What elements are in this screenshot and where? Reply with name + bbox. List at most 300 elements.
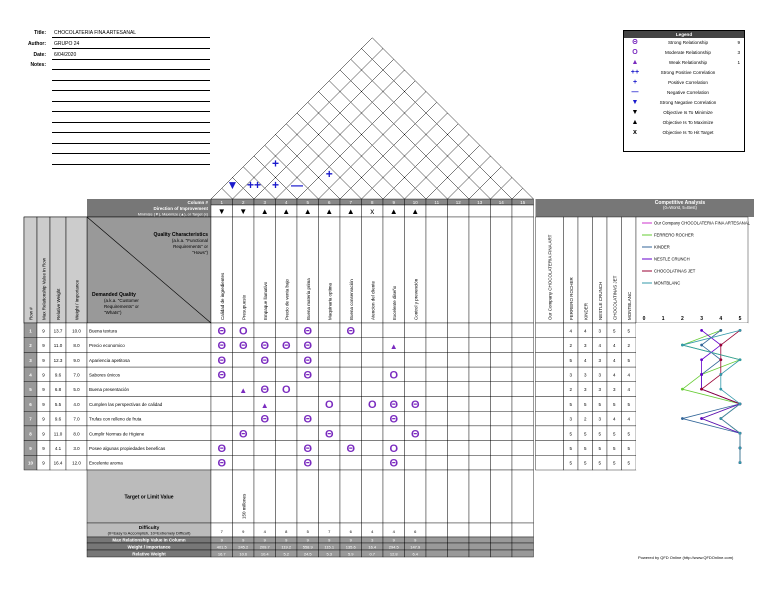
series-point (719, 373, 722, 376)
bottom-value: 558.9 (302, 544, 313, 550)
matrix-cell (448, 382, 470, 397)
column-number: 8 (370, 200, 374, 205)
row-value: 9 (42, 387, 45, 393)
competitor-value: 5 (598, 460, 602, 466)
bottom-value: 9 (306, 537, 309, 543)
competitor-value: 5 (612, 445, 616, 451)
matrix-cell (319, 411, 341, 426)
matrix-cell (211, 397, 233, 412)
direction-mark: ▲ (411, 207, 420, 216)
target-cell (448, 470, 470, 523)
column-header: Presupuesto (241, 294, 247, 320)
matrix-cell (340, 411, 362, 426)
relationship-mark: O (238, 325, 248, 338)
direction-cell (469, 205, 491, 217)
competitor-legend-label: NESTLE CRUNCH (654, 256, 690, 262)
matrix-cell (448, 397, 470, 412)
matrix-cell (276, 441, 298, 456)
roof-line (308, 102, 405, 199)
competitor-header: CHOCOLATINAS JET (612, 275, 618, 320)
matrix-cell (448, 323, 470, 338)
bottom-value: 245.2 (238, 544, 249, 550)
roof-line (329, 81, 447, 199)
bottom-value: 7 (220, 529, 223, 534)
series-point (719, 358, 722, 361)
column-header: Precio de venta bajo (284, 278, 290, 320)
competitor-header: FERRERO ROCHER (568, 277, 574, 320)
competitor-value: 5 (612, 460, 616, 466)
bottom-cell (512, 543, 534, 550)
competitive-title: Competitive Analysis (654, 200, 706, 206)
roof-line (351, 59, 491, 199)
legend-symbol: ▼ (631, 109, 639, 116)
matrix-cell (233, 397, 255, 412)
bottom-cell (448, 537, 470, 543)
column-header: Excelente diseño (391, 285, 397, 320)
roof-correlation-mark: ▼ (226, 177, 239, 192)
column-number: 3 (263, 200, 267, 205)
matrix-cell (512, 441, 534, 456)
matrix-cell (233, 441, 255, 456)
target-cell (297, 470, 319, 523)
bottom-cell (491, 543, 513, 550)
bottom-cell (426, 543, 448, 550)
bottom-value: 9 (349, 537, 352, 543)
competitor-value: 5 (583, 460, 587, 466)
target-cell (405, 470, 427, 523)
target-cell (491, 470, 513, 523)
legend-value: 1 (737, 60, 740, 65)
row-value: 6 (29, 401, 32, 407)
matrix-cell (426, 367, 448, 382)
column-header: Buena materia prima (305, 278, 311, 320)
series-point (700, 417, 703, 420)
relationship-mark: Θ (217, 325, 227, 338)
competitor-header: NESTLE CRUNCH (597, 281, 603, 320)
competitor-cell (536, 441, 564, 456)
competitor-value: 5 (627, 445, 631, 451)
bottom-value: 8 (285, 529, 288, 534)
row-value: 16.4 (53, 460, 63, 466)
matrix-cell (448, 441, 470, 456)
roof-line (469, 167, 501, 199)
axis-tick: 1 (661, 316, 665, 322)
relationship-mark: Θ (410, 428, 420, 441)
competitor-cell (536, 455, 564, 470)
target-cell (426, 470, 448, 523)
qc-sub: "Hows") (192, 250, 208, 255)
demanded-quality: Posee algunas propiedades beneficas (89, 445, 166, 451)
competitor-cell (536, 323, 564, 338)
relationship-mark: Θ (217, 457, 227, 470)
row-value: 7 (29, 416, 32, 422)
target-cell (211, 470, 233, 523)
dq-sub: (a.k.a. "Customer (104, 298, 139, 303)
legend-symbol: O (632, 49, 638, 56)
target-value: 150 millones (241, 493, 247, 519)
matrix-cell (405, 382, 427, 397)
relationship-mark: Θ (389, 398, 399, 411)
bottom-value: 12.8 (389, 551, 398, 557)
matrix-cell (469, 323, 491, 338)
row-value: 9 (42, 460, 45, 466)
matrix-cell (362, 441, 384, 456)
relationship-mark: O (281, 384, 291, 397)
competitor-value: 2 (583, 416, 587, 422)
column-header: Maquinaria optima (327, 282, 333, 320)
demanded-quality: Excelente aroma (89, 460, 123, 466)
matrix-cell (211, 382, 233, 397)
competitor-cell (536, 352, 564, 367)
competitor-value: 5 (627, 401, 631, 407)
roof-line (512, 188, 523, 199)
matrix-cell (491, 382, 513, 397)
relationship-mark: Θ (281, 340, 291, 353)
bottom-label: Max Relationship Value in Column (112, 537, 186, 543)
column-number: 7 (349, 200, 353, 205)
relationship-mark: Θ (260, 340, 270, 353)
direction-mark: ▲ (260, 207, 269, 216)
legend-label: Negative Correlation (667, 90, 709, 95)
bottom-value: 4 (263, 529, 266, 534)
legend-value: 9 (737, 40, 740, 45)
row-value: 9 (42, 343, 45, 349)
matrix-cell (383, 426, 405, 441)
roof-line (211, 38, 372, 199)
competitor-cell (536, 338, 564, 353)
matrix-cell (276, 411, 298, 426)
direction-mark: ▼ (217, 207, 226, 216)
matrix-cell (276, 397, 298, 412)
demanded-quality: Trufas con relleno de fruta (89, 416, 142, 422)
relationship-mark: Θ (217, 442, 227, 455)
row-value: 8 (29, 431, 32, 437)
target-cell (362, 470, 384, 523)
row-value: 8.0 (73, 343, 80, 349)
matrix-cell (405, 411, 427, 426)
dq-title: Demanded Quality (92, 292, 136, 298)
bottom-cell (469, 523, 491, 537)
roof-correlation-mark: — (291, 177, 303, 192)
direction-mark: ▲ (346, 207, 355, 216)
competitor-value: 5 (583, 445, 587, 451)
matrix-cell (469, 455, 491, 470)
matrix-cell (512, 338, 534, 353)
bottom-cell (491, 550, 513, 557)
matrix-cell (383, 323, 405, 338)
row-value: 5.0 (73, 387, 80, 393)
row-value: 9 (42, 357, 45, 363)
competitor-value: 3 (598, 387, 602, 393)
matrix-cell (254, 441, 276, 456)
row-header-cell (24, 217, 37, 323)
direction-mark: x (370, 207, 375, 216)
column-header: Buena conservación (348, 279, 354, 320)
bottom-value: 9 (242, 529, 245, 534)
matrix-cell (426, 397, 448, 412)
matrix-cell (448, 352, 470, 367)
legend-label: Objective Is To Maximize (662, 120, 714, 125)
matrix-cell (319, 323, 341, 338)
series-point (700, 329, 703, 332)
competitor-value: 3 (612, 387, 616, 393)
bottom-value: 6 (349, 529, 352, 534)
matrix-cell (491, 338, 513, 353)
row-value: 3.0 (73, 445, 80, 451)
matrix-cell (491, 367, 513, 382)
matrix-cell (211, 411, 233, 426)
relationship-mark: Θ (303, 354, 313, 367)
matrix-cell (362, 367, 384, 382)
date-label: Date: (33, 52, 46, 58)
matrix-cell (362, 382, 384, 397)
demanded-quality: Buena textura (89, 328, 118, 334)
column-header: Calidad de ingredientes (219, 272, 225, 320)
row-value: 9.6 (54, 372, 62, 378)
matrix-cell (340, 426, 362, 441)
target-cell (512, 470, 534, 523)
relationship-mark: O (389, 369, 399, 382)
roof-line (297, 81, 415, 199)
row-value: 1 (29, 328, 32, 334)
dq-sub: "Whats") (104, 310, 122, 315)
competitor-cell (536, 397, 564, 412)
relationship-mark: Θ (217, 340, 227, 353)
relationship-mark: Θ (217, 354, 227, 367)
competitor-value: 3 (583, 343, 587, 349)
matrix-cell (319, 382, 341, 397)
qc-sub: Requirements" or (173, 244, 208, 249)
series-point (681, 388, 684, 391)
chart-plot-bg (636, 323, 748, 470)
column-header-cell (469, 217, 491, 323)
competitor-legend-label: MONTBLANC (654, 280, 681, 286)
row-header: Relative Weight (56, 288, 61, 320)
competitor-value: 3 (569, 372, 573, 378)
matrix-cell (405, 352, 427, 367)
series-point (719, 388, 722, 391)
row-value: 9.6 (54, 416, 62, 422)
bottom-value: 6.4 (412, 551, 419, 557)
competitor-value: 5 (627, 431, 631, 437)
legend-symbol: x (633, 129, 637, 136)
relationship-mark: Θ (260, 413, 270, 426)
bottom-cell (491, 537, 513, 543)
relationship-mark: Θ (303, 325, 313, 338)
matrix-cell (405, 441, 427, 456)
competitor-value: 5 (583, 431, 587, 437)
competitor-value: 4 (598, 343, 602, 349)
bottom-value: 9 (328, 537, 331, 543)
row-value: 3 (29, 357, 32, 363)
competitor-header: KINDER (583, 302, 589, 320)
bottom-value: 5.3 (326, 551, 333, 557)
row-value: 10 (27, 460, 34, 466)
bottom-cell (448, 550, 470, 557)
relationship-mark: Θ (303, 369, 313, 382)
row-value: 4 (29, 372, 32, 378)
row-value: 11.0 (53, 431, 63, 437)
roof-correlation-mark: + (271, 177, 280, 192)
direction-mark: ▲ (389, 207, 398, 216)
bottom-label: Relative Weight (132, 551, 166, 557)
axis-tick: 2 (681, 316, 684, 322)
competitor-value: 2 (569, 343, 573, 349)
matrix-cell (211, 426, 233, 441)
axis-tick: 4 (719, 316, 723, 322)
series-point (700, 373, 703, 376)
competitor-value: 2 (569, 387, 573, 393)
matrix-cell (448, 367, 470, 382)
competitor-value: 5 (627, 328, 631, 334)
competitor-value: 4 (612, 416, 616, 422)
competitor-value: 4 (627, 387, 631, 393)
matrix-cell (319, 338, 341, 353)
competitor-value: 5 (598, 445, 602, 451)
target-cell (254, 470, 276, 523)
competitor-value: 5 (569, 460, 573, 466)
relationship-mark: Θ (346, 442, 356, 455)
matrix-cell (254, 323, 276, 338)
column-header-cell (448, 217, 470, 323)
competitor-value: 4 (627, 372, 631, 378)
competitor-value: 5 (569, 445, 573, 451)
bottom-cell (512, 523, 534, 537)
matrix-cell (448, 455, 470, 470)
matrix-cell (491, 397, 513, 412)
bottom-value: 119.2 (281, 544, 292, 550)
matrix-cell (276, 323, 298, 338)
target-cell (469, 470, 491, 523)
qc-title: Quality Characteristics (153, 232, 208, 238)
series-point (681, 344, 684, 347)
bottom-value: 4 (392, 529, 395, 534)
column-header: Control y prevención (413, 278, 419, 320)
matrix-cell (276, 426, 298, 441)
matrix-cell (276, 352, 298, 367)
matrix-cell (340, 397, 362, 412)
relationship-mark: O (324, 398, 334, 411)
column-number: 14 (498, 200, 504, 205)
matrix-cell (362, 426, 384, 441)
matrix-cell (297, 426, 319, 441)
axis-tick: 3 (700, 316, 703, 322)
axis-tick: 0 (642, 316, 646, 322)
matrix-cell (512, 411, 534, 426)
bottom-value: 3 (371, 537, 374, 543)
row-value: 11.0 (53, 343, 63, 349)
bottom-value: 5.9 (347, 551, 354, 557)
competitor-value: 5 (598, 431, 602, 437)
bottom-cell (426, 523, 448, 537)
matrix-cell (491, 426, 513, 441)
direction-mark: ▲ (325, 207, 334, 216)
competitor-cell (536, 367, 564, 382)
bottom-cell (448, 543, 470, 550)
footer-credit: Powered by QFD Online (http://www.QFDOnline.com) (638, 555, 734, 560)
row-value: 4.0 (73, 401, 80, 407)
legend-symbol: ▲ (631, 119, 639, 126)
row-value: 7.0 (73, 416, 80, 422)
bottom-value: 135.6 (345, 544, 356, 550)
series-point (700, 388, 703, 391)
column-number: 1 (220, 200, 224, 205)
direction-mark: ▲ (303, 207, 312, 216)
competitor-legend-label: CHOCOLATINAS JET (654, 268, 696, 274)
series-point (739, 432, 742, 435)
demanded-quality: Cumplen las perspectivas de calidad (89, 401, 163, 407)
matrix-cell (512, 323, 534, 338)
direction-cell (512, 205, 534, 217)
column-number: 2 (241, 200, 245, 205)
bottom-value: 9 (414, 537, 417, 543)
row-value: 9 (42, 401, 45, 407)
legend-symbol: ▼ (631, 99, 639, 106)
bottom-value: 9 (392, 537, 395, 543)
competitor-value: 5 (612, 328, 616, 334)
matrix-cell (512, 455, 534, 470)
roof-correlation-mark: + (271, 156, 280, 171)
relationship-mark: Θ (303, 413, 313, 426)
qc-sub: (a.k.a. "Functional (171, 238, 208, 243)
relationship-mark: Θ (217, 369, 227, 382)
matrix-cell (469, 426, 491, 441)
competitor-value: 4 (569, 328, 573, 334)
competitive-band (536, 199, 755, 217)
column-number: 4 (284, 200, 288, 205)
matrix-cell (405, 367, 427, 382)
row-value: 5 (29, 387, 32, 393)
series-point (719, 329, 722, 332)
demanded-quality: Cumplir Normas de Higiene (89, 431, 145, 437)
competitor-value: 4 (583, 357, 587, 363)
matrix-cell (469, 397, 491, 412)
matrix-cell (383, 352, 405, 367)
row-value: 10.0 (72, 328, 81, 334)
bottom-label: Difficulty (138, 526, 160, 531)
demanded-quality: Sabores únicos (89, 372, 121, 378)
competitor-value: 3 (598, 357, 602, 363)
bottom-value: 9 (220, 537, 223, 543)
matrix-cell (319, 441, 341, 456)
relationship-mark: Θ (260, 384, 270, 397)
legend-symbol: + (632, 79, 638, 86)
bottom-value: 16.7 (217, 551, 226, 557)
bottom-value: 24.5 (303, 551, 312, 557)
series-point (700, 344, 703, 347)
matrix-cell (448, 338, 470, 353)
relationship-mark: Θ (324, 428, 334, 441)
target-cell (383, 470, 405, 523)
competitor-cell (536, 382, 564, 397)
series-point (681, 417, 684, 420)
series-point (739, 461, 742, 464)
matrix-cell (276, 367, 298, 382)
bottom-value: 6 (414, 529, 417, 534)
bottom-cell (469, 543, 491, 550)
bottom-value: 5 (306, 529, 309, 534)
matrix-cell (491, 411, 513, 426)
matrix-cell (340, 382, 362, 397)
competitor-value: 3 (598, 328, 602, 334)
matrix-cell (362, 455, 384, 470)
competitor-value: 3 (598, 416, 602, 422)
matrix-cell (469, 382, 491, 397)
legend-label: Strong Relationship (667, 40, 709, 45)
column-number: 12 (455, 200, 461, 205)
relationship-mark: Θ (410, 398, 420, 411)
competitor-cell (536, 411, 564, 426)
